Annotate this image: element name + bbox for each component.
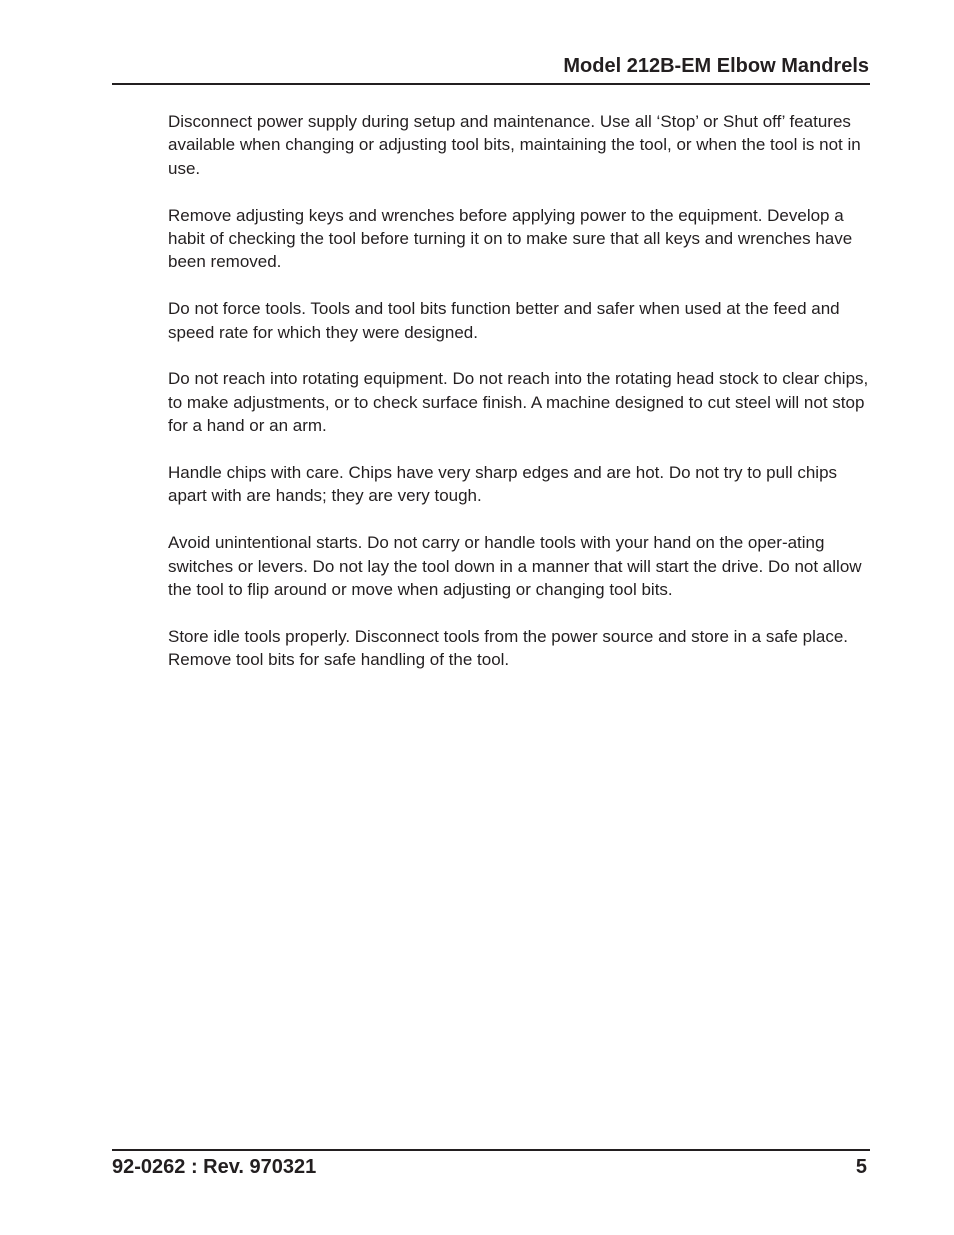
paragraph-unintentional-starts: Avoid unintentional starts. Do not carry or handle tools with your hand on the oper-ating switches or levers. Do not lay the tool down in a manner that will start the drive. Do not allow the tool to flip around or move when adjusting or changing tool bits. — [168, 533, 862, 600]
page-header-title: Model 212B-EM Elbow Mandrels — [563, 55, 869, 77]
paragraph-handle-chips: Handle chips with care. Chips have very sharp edges and are hot. Do not try to pull chips apart with are hands; they are very tough. — [168, 463, 838, 506]
body-text — [168, 110, 872, 695]
paragraph-rotating-equipment: Do not reach into rotating equipment. Do not reach into the rotating head stock to clear chips, to make adjustments, or to check surface finish. A machine designed to cut steel will not stop for a hand or an arm. — [168, 369, 869, 436]
paragraph-do-not-force: Do not force tools. Tools and tool bits function better and safer when used at the feed and speed rate for which they were designed. — [168, 299, 840, 342]
paragraph-disconnect-power: Disconnect power supply during setup and maintenance. Use all ‘Stop’ or Shut off’ features available when changing or adjusting tool bits, maintaining the tool, or when the tool is not in use. — [168, 112, 861, 178]
footer-document-number: 92-0262 : Rev. 970321 — [112, 1156, 317, 1178]
paragraph-store-tools: Store idle tools properly. Disconnect tools from the power source and store in a safe place. Remove tool bits for safe handling of the tool. — [168, 626, 849, 670]
footer-page-number: 5 — [855, 1156, 867, 1178]
paragraph-remove-keys: Remove adjusting keys and wrenches before applying power to the equipment. Develop a habit of checking the tool before turning it on to make sure that all keys and wrenches have been removed. — [168, 205, 853, 272]
header-divider — [112, 83, 870, 85]
footer-divider — [112, 1149, 870, 1151]
